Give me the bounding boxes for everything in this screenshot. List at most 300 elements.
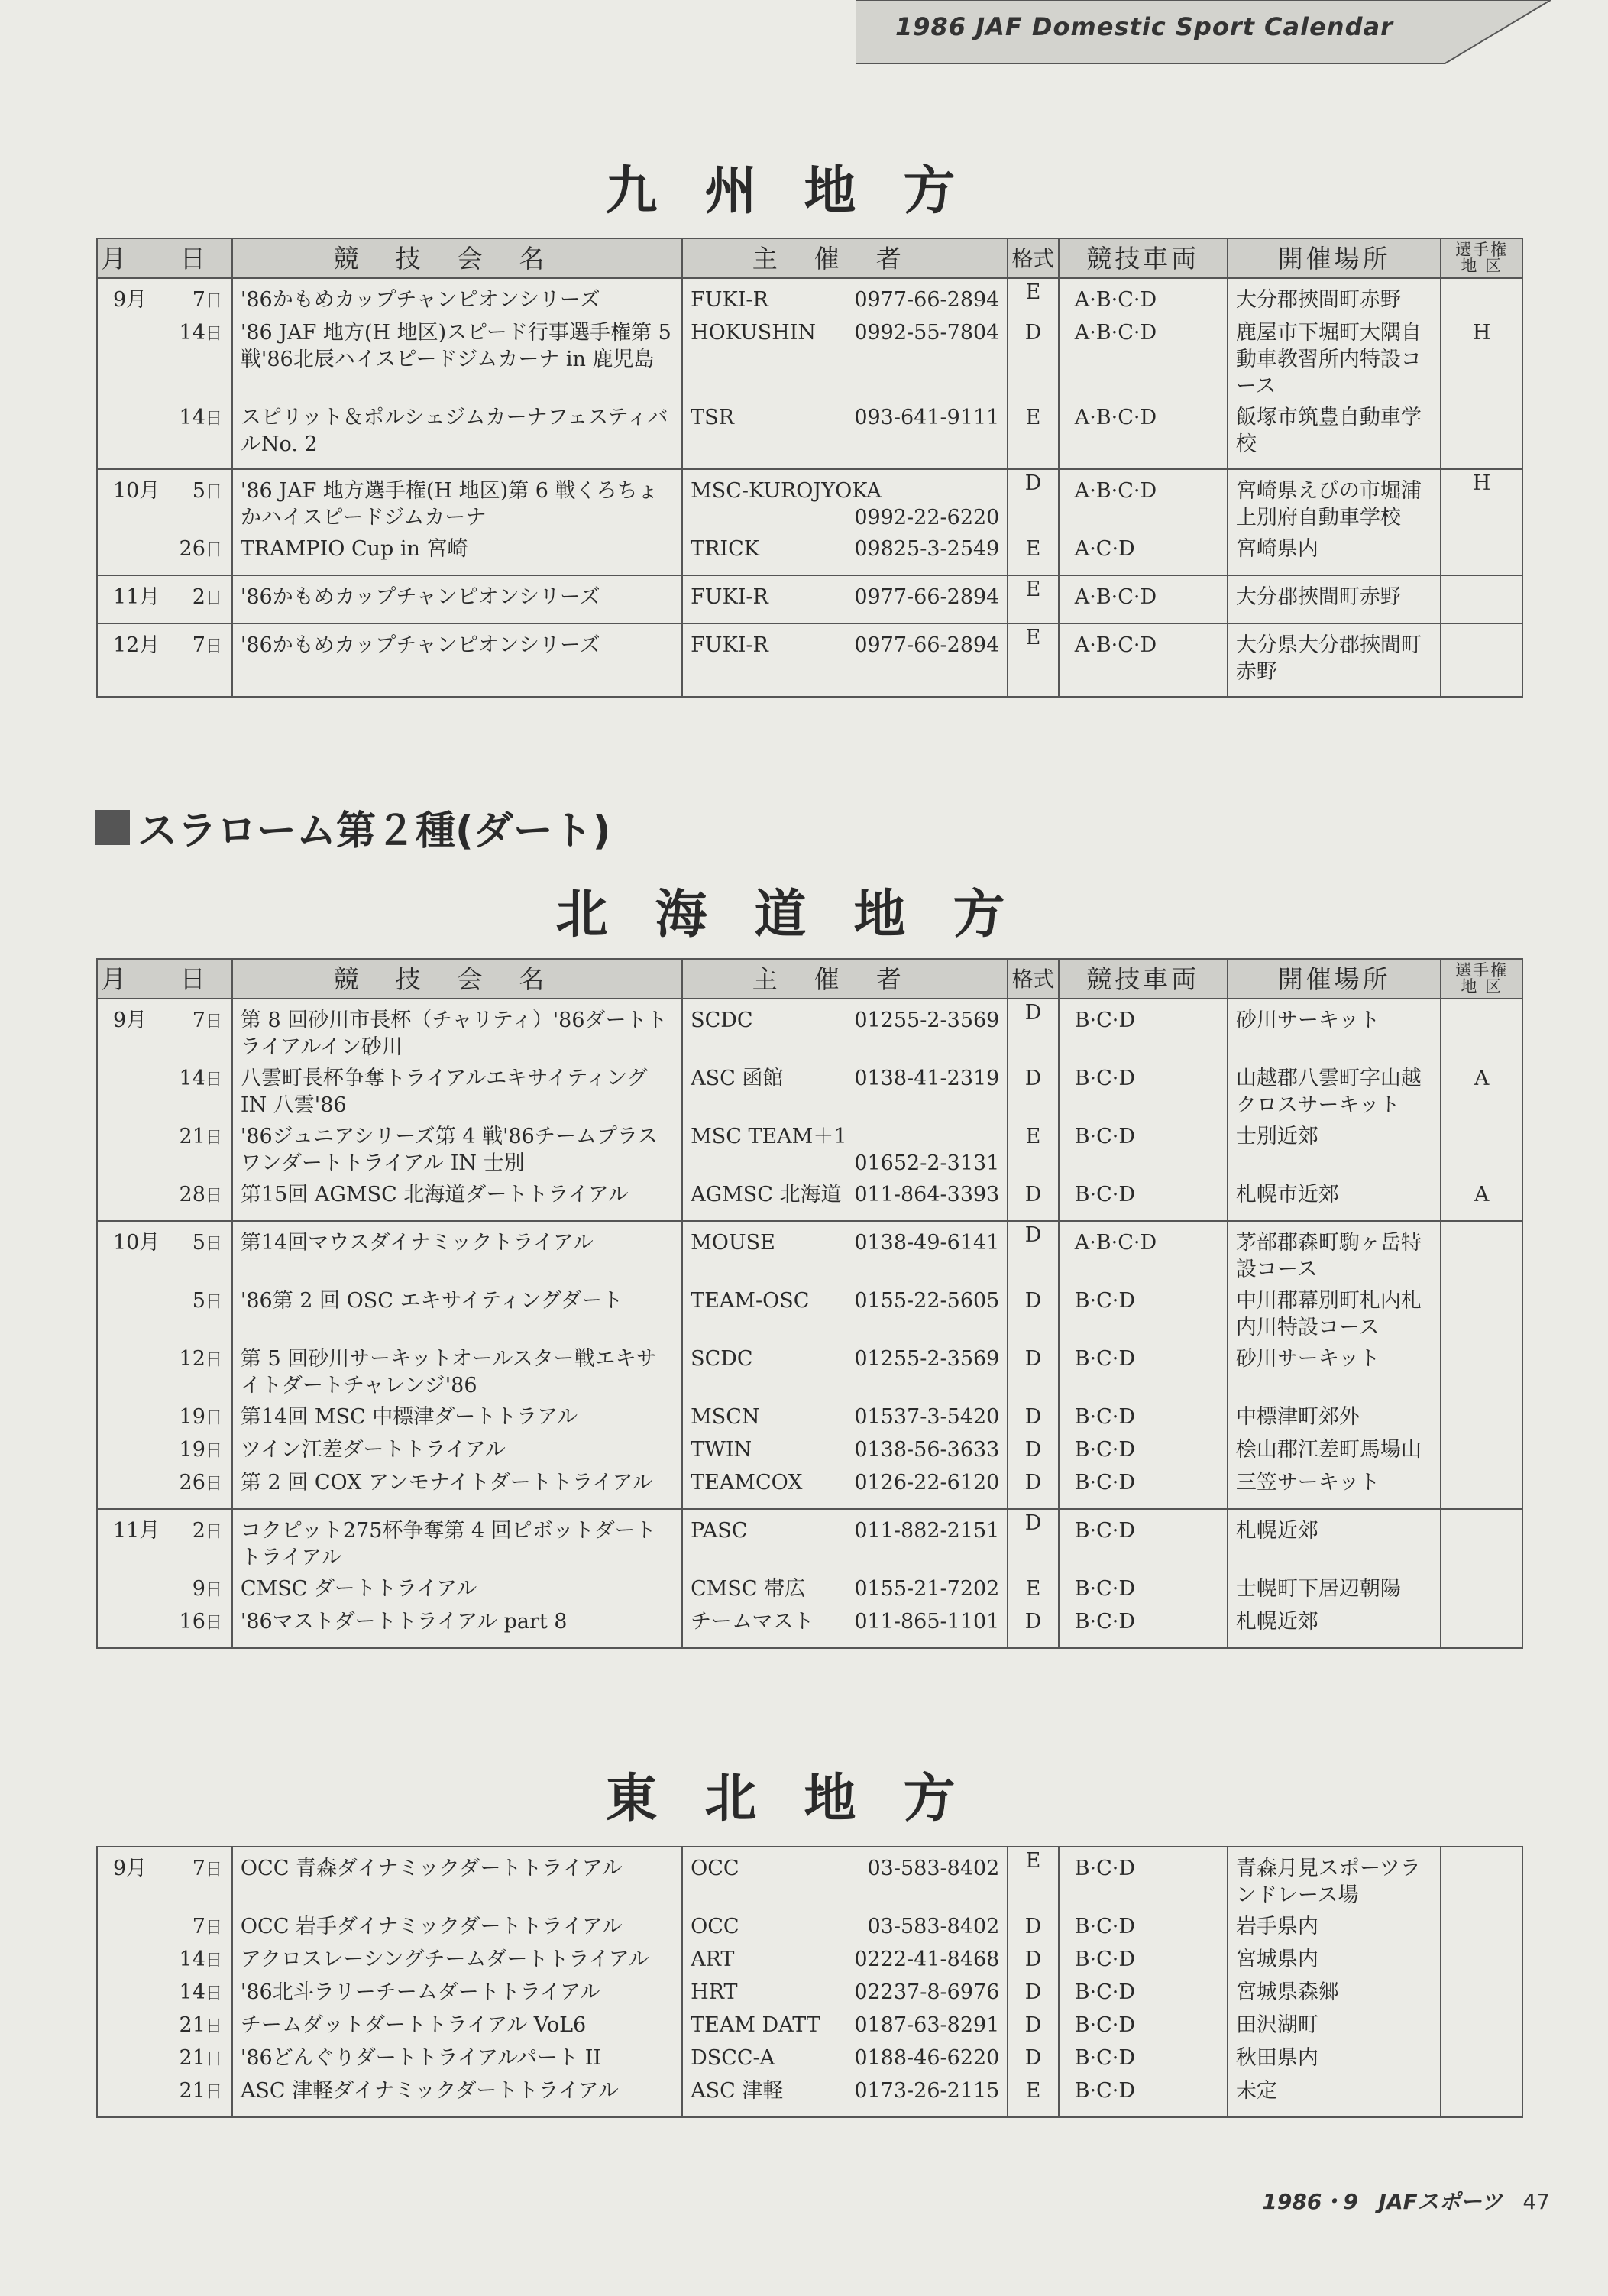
- organizer-name: TRICK: [691, 537, 759, 561]
- format-cell: D: [1008, 2012, 1058, 2045]
- organizer-phone: 09825-3-2549: [854, 537, 1000, 561]
- table-row: [97, 1181, 1522, 1221]
- organizer-phone: 0155-21-7202: [854, 1577, 1000, 1601]
- organizer-name: OCC: [691, 1915, 739, 1938]
- organizer-cell: [682, 1287, 1008, 1346]
- venue-cell: 士別近郊: [1228, 1123, 1441, 1181]
- cars-cell: A·B·C·D: [1059, 575, 1228, 623]
- organizer-name: HOKUSHIN: [691, 321, 817, 345]
- organizer-line: [691, 1517, 999, 1544]
- organizer-name: MSC TEAM＋1: [691, 1125, 847, 1148]
- organizer-name: AGMSC 北海道: [691, 1183, 842, 1206]
- organizer-name: HRT: [691, 1980, 738, 2004]
- organizer-line: [691, 1287, 999, 1314]
- organizer-name: MSCN: [691, 1405, 760, 1429]
- cars-cell: A·B·C·D: [1059, 404, 1228, 469]
- venue-cell: 大分郡挾間町赤野: [1228, 575, 1441, 623]
- event-name-cell: 第 8 回砂川市長杯（チャリティ）'86ダートトライアルイン砂川: [232, 999, 682, 1065]
- event-name-cell: '86かもめカップチャンピオンシリーズ: [232, 575, 682, 623]
- championship-cell: [1441, 2012, 1522, 2045]
- calendar-table-hokkaido: [96, 958, 1523, 1649]
- region-title-hokkaido: 北海道地方: [555, 885, 1053, 945]
- organizer-line: [691, 2012, 999, 2039]
- month-cell: 10月: [97, 469, 167, 536]
- venue-cell: 田沢湖町: [1228, 2012, 1441, 2045]
- venue-cell: 桧山郡江差町馬場山: [1228, 1436, 1441, 1469]
- event-name-cell: '86北斗ラリーチームダートトライアル: [232, 1979, 682, 2012]
- organizer-phone: 0187-63-8291: [854, 2013, 1000, 2037]
- day-cell: [167, 2077, 231, 2117]
- format-cell: D: [1008, 1469, 1058, 1509]
- table-row: [97, 2045, 1522, 2077]
- day-cell: [167, 575, 231, 623]
- cars-cell: B·C·D: [1059, 1436, 1228, 1469]
- day-number: 14: [179, 321, 205, 345]
- header-championship-line2: 地 区: [1461, 977, 1503, 996]
- organizer-cell: [682, 278, 1008, 319]
- organizer-phone: 011-865-1101: [854, 1610, 1000, 1634]
- format-cell: D: [1008, 1181, 1058, 1221]
- table-row: [97, 623, 1522, 697]
- month-cell: [97, 319, 167, 404]
- table-row: [97, 278, 1522, 319]
- cars-cell: B·C·D: [1059, 1404, 1228, 1436]
- venue-cell: 中川郡幕別町札内札内川特設コース: [1228, 1287, 1441, 1346]
- event-name-cell: '86かもめカップチャンピオンシリーズ: [232, 623, 682, 697]
- table-row: [97, 1287, 1522, 1346]
- table-row: [97, 1221, 1522, 1287]
- organizer-phone: 0977-66-2894: [854, 585, 1000, 609]
- championship-cell: [1441, 1346, 1522, 1404]
- organizer-phone: 0138-49-6141: [854, 1231, 1000, 1255]
- cars-cell: B·C·D: [1059, 1287, 1228, 1346]
- table-row: [97, 2077, 1522, 2117]
- organizer-phone: 01255-2-3569: [854, 1009, 1000, 1032]
- organizer-line: [691, 1469, 999, 1496]
- magazine-name: JAFスポーツ: [1378, 2189, 1503, 2214]
- table-row: [97, 319, 1522, 404]
- month-cell: 10月: [97, 1221, 167, 1287]
- month-cell: 9月: [97, 999, 167, 1065]
- organizer-cell: [682, 469, 1008, 536]
- venue-cell: 宮崎県えびの市堀浦上別府自動車学校: [1228, 469, 1441, 536]
- organizer-phone: 0138-41-2319: [854, 1067, 1000, 1090]
- championship-cell: [1441, 1123, 1522, 1181]
- region-title-tohoku: 東北地方: [605, 1769, 1003, 1829]
- championship-cell: H: [1441, 319, 1522, 404]
- day-cell: [167, 1575, 231, 1608]
- organizer-cell: [682, 1979, 1008, 2012]
- day-cell: [167, 1436, 231, 1469]
- table-row: [97, 1346, 1522, 1404]
- cars-cell: B·C·D: [1059, 1575, 1228, 1608]
- day-suffix: 日: [205, 2017, 222, 2036]
- event-name-cell: 八雲町長杯争奪トライアルエキサイティング IN 八雲'86: [232, 1065, 682, 1123]
- page-number: 47: [1522, 2189, 1550, 2214]
- organizer-phone: 0155-22-5605: [854, 1289, 1000, 1313]
- venue-cell: 秋田県内: [1228, 2045, 1441, 2077]
- organizer-cell: [682, 1946, 1008, 1979]
- organizer-cell: [682, 1575, 1008, 1608]
- day-number: 2: [192, 1519, 205, 1543]
- championship-cell: [1441, 278, 1522, 319]
- table-row: [97, 1065, 1522, 1123]
- organizer-name: TEAMCOX: [691, 1471, 803, 1495]
- month-group: [97, 1847, 1522, 2117]
- month-cell: [97, 1404, 167, 1436]
- organizer-name: MOUSE: [691, 1231, 775, 1255]
- organizer-cell: [682, 1404, 1008, 1436]
- organizer-name: FUKI-R: [691, 288, 768, 312]
- championship-cell: H: [1441, 469, 1522, 536]
- cars-cell: A·B·C·D: [1059, 469, 1228, 536]
- cars-cell: A·B·C·D: [1059, 623, 1228, 697]
- table-row: [97, 1946, 1522, 1979]
- month-cell: [97, 1065, 167, 1123]
- day-suffix: 日: [205, 1919, 222, 1938]
- format-cell: E: [1008, 575, 1058, 623]
- table-row: [97, 1913, 1522, 1946]
- organizer-cell: [682, 1913, 1008, 1946]
- organizer-cell: [682, 1181, 1008, 1221]
- table-row: [97, 469, 1522, 536]
- day-number: 12: [179, 1347, 205, 1371]
- organizer-line: [691, 319, 999, 346]
- organizer-cell: [682, 404, 1008, 469]
- cars-cell: B·C·D: [1059, 1469, 1228, 1509]
- event-name-cell: 第14回 MSC 中標津ダートトラアル: [232, 1404, 682, 1436]
- organizer-name: CMSC 帯広: [691, 1577, 806, 1601]
- month-group: [97, 575, 1522, 623]
- organizer-phone: 03-583-8402: [867, 1857, 1000, 1880]
- venue-cell: 札幌近郊: [1228, 1608, 1441, 1648]
- organizer-cell: [682, 1123, 1008, 1181]
- format-cell: D: [1008, 1608, 1058, 1648]
- day-suffix: 日: [205, 2050, 222, 2069]
- cars-cell: B·C·D: [1059, 2077, 1228, 2117]
- month-cell: [97, 1123, 167, 1181]
- organizer-line: [691, 287, 999, 313]
- championship-cell: [1441, 2077, 1522, 2117]
- event-name-cell: '86 JAF 地方選手権(H 地区)第 6 戦くろちょかハイスピードジムカーナ: [232, 469, 682, 536]
- venue-cell: 札幌近郊: [1228, 1509, 1441, 1575]
- day-cell: [167, 1608, 231, 1648]
- event-name-cell: 第 5 回砂川サーキットオールスター戦エキサイトダートチャレンジ'86: [232, 1346, 682, 1404]
- organizer-phone: 0222-41-8468: [854, 1948, 1000, 1971]
- day-suffix: 日: [205, 1984, 222, 2003]
- calendar-table-kyushu: [96, 238, 1523, 698]
- cars-cell: B·C·D: [1059, 1123, 1228, 1181]
- day-cell: [167, 1404, 231, 1436]
- table-row: [97, 1608, 1522, 1648]
- day-cell: [167, 404, 231, 469]
- region-title-kyushu: 九州地方: [605, 161, 1003, 222]
- header-month-day: 月 日: [97, 238, 232, 278]
- organizer-phone: 01255-2-3569: [854, 1347, 1000, 1371]
- cars-cell: B·C·D: [1059, 1979, 1228, 2012]
- venue-cell: 大分郡挾間町赤野: [1228, 278, 1441, 319]
- organizer-name: MSC-KUROJYOKA: [691, 479, 882, 503]
- month-cell: 11月: [97, 575, 167, 623]
- day-suffix: 日: [205, 1475, 222, 1494]
- organizer-line: [691, 1229, 999, 1256]
- table-row: [97, 999, 1522, 1065]
- header-venue: 開催場所: [1228, 238, 1441, 278]
- organizer-cell: [682, 1608, 1008, 1648]
- organizer-cell: [682, 1847, 1008, 1913]
- cars-cell: B·C·D: [1059, 1509, 1228, 1575]
- cars-cell: B·C·D: [1059, 1913, 1228, 1946]
- organizer-cell: [682, 1065, 1008, 1123]
- event-name-cell: コクピット275杯争奪第 4 回ピボットダートトライアル: [232, 1509, 682, 1575]
- venue-cell: 大分県大分郡挾間町赤野: [1228, 623, 1441, 697]
- day-suffix: 日: [205, 325, 222, 344]
- header-championship-line1: 選手権: [1455, 961, 1509, 980]
- organizer-cell: [682, 1469, 1008, 1509]
- header-format: 格式: [1008, 959, 1058, 999]
- table-row: [97, 536, 1522, 575]
- month-cell: [97, 2012, 167, 2045]
- table-row: [97, 404, 1522, 469]
- championship-cell: [1441, 1575, 1522, 1608]
- organizer-phone: 01652-2-3131: [854, 1151, 1000, 1175]
- format-cell: D: [1008, 2045, 1058, 2077]
- organizer-phone: 0992-22-6220: [854, 506, 1000, 529]
- organizer-phone: 0992-55-7804: [854, 321, 1000, 345]
- organizer-cell: [682, 319, 1008, 404]
- month-cell: [97, 1946, 167, 1979]
- organizer-line: [691, 584, 999, 610]
- organizer-cell: [682, 623, 1008, 697]
- day-cell: [167, 319, 231, 404]
- month-group: [97, 469, 1522, 575]
- event-name-cell: スピリット＆ポルシェジムカーナフェスティバルNo. 2: [232, 404, 682, 469]
- organizer-line: [691, 1404, 999, 1430]
- header-organizer: 主催者: [682, 959, 1008, 999]
- month-cell: [97, 1346, 167, 1404]
- month-cell: [97, 1181, 167, 1221]
- day-number: 7: [192, 288, 205, 312]
- day-suffix: 日: [205, 1351, 222, 1370]
- venue-cell: 宮城県森郷: [1228, 1979, 1441, 2012]
- table-row: [97, 1509, 1522, 1575]
- format-cell: D: [1008, 1404, 1058, 1436]
- format-cell: D: [1008, 319, 1058, 404]
- category-title: スラローム第２種(ダート): [138, 808, 611, 854]
- day-suffix: 日: [205, 292, 222, 311]
- table-row: [97, 1469, 1522, 1509]
- organizer-name: TSR: [691, 406, 734, 429]
- format-cell: E: [1008, 1123, 1058, 1181]
- organizer-name: チームマスト: [691, 1610, 814, 1634]
- organizer-phone: 03-583-8402: [867, 1915, 1000, 1938]
- day-number: 2: [192, 585, 205, 609]
- day-number: 7: [192, 1857, 205, 1880]
- championship-cell: [1441, 1469, 1522, 1509]
- day-number: 14: [179, 1067, 205, 1090]
- day-suffix: 日: [205, 2083, 222, 2102]
- venue-cell: 砂川サーキット: [1228, 1346, 1441, 1404]
- day-cell: [167, 1065, 231, 1123]
- month-cell: [97, 404, 167, 469]
- day-suffix: 日: [205, 1293, 222, 1312]
- event-name-cell: TRAMPIO Cup in 宮崎: [232, 536, 682, 575]
- day-number: 7: [192, 633, 205, 657]
- format-cell: D: [1008, 1979, 1058, 2012]
- day-number: 14: [179, 1980, 205, 2004]
- event-name-cell: '86 JAF 地方(H 地区)スピード行事選手権第 5 戦'86北辰ハイスピードジムカーナ in 鹿児島: [232, 319, 682, 404]
- day-number: 16: [179, 1610, 205, 1634]
- month-cell: [97, 536, 167, 575]
- championship-cell: [1441, 1287, 1522, 1346]
- month-cell: [97, 2045, 167, 2077]
- month-cell: [97, 1913, 167, 1946]
- organizer-name: OCC: [691, 1857, 739, 1880]
- organizer-line: [691, 1346, 999, 1372]
- day-suffix: 日: [205, 637, 222, 656]
- organizer-line: [691, 1913, 999, 1940]
- day-suffix: 日: [205, 541, 222, 560]
- month-cell: 9月: [97, 278, 167, 319]
- day-suffix: 日: [205, 1012, 222, 1031]
- venue-cell: 茅部郡森町駒ヶ岳特設コース: [1228, 1221, 1441, 1287]
- organizer-line: [691, 1608, 999, 1635]
- championship-cell: [1441, 1509, 1522, 1575]
- format-cell: D: [1008, 1946, 1058, 1979]
- event-name-cell: '86ジュニアシリーズ第 4 戦'86チームプラスワンダートトライアル IN 士別: [232, 1123, 682, 1181]
- header-championship-line1: 選手権: [1455, 241, 1509, 259]
- calendar-table-tohoku: [96, 1846, 1523, 2118]
- organizer-name: DSCC-A: [691, 2046, 775, 2070]
- day-suffix: 日: [205, 483, 222, 502]
- championship-cell: [1441, 575, 1522, 623]
- venue-cell: 士幌町下居辺朝陽: [1228, 1575, 1441, 1608]
- table-row: [97, 1847, 1522, 1913]
- day-number: 5: [192, 1289, 205, 1313]
- day-cell: [167, 1979, 231, 2012]
- month-cell: [97, 1608, 167, 1648]
- day-number: 26: [179, 537, 205, 561]
- event-name-cell: アクロスレーシングチームダートトライアル: [232, 1946, 682, 1979]
- page-footer: [1262, 2185, 1550, 2216]
- day-number: 9: [192, 1577, 205, 1601]
- championship-cell: [1441, 536, 1522, 575]
- table-row: [97, 1979, 1522, 2012]
- format-cell: E: [1008, 2077, 1058, 2117]
- table-row: [97, 2012, 1522, 2045]
- month-group: [97, 623, 1522, 697]
- day-cell: [167, 536, 231, 575]
- organizer-line: [691, 536, 999, 562]
- day-number: 14: [179, 1948, 205, 1971]
- venue-cell: 鹿屋市下堀町大隅自動車教習所内特設コース: [1228, 319, 1441, 404]
- championship-cell: [1441, 999, 1522, 1065]
- day-cell: [167, 1913, 231, 1946]
- day-cell: [167, 469, 231, 536]
- championship-cell: [1441, 404, 1522, 469]
- month-group: [97, 1221, 1522, 1509]
- organizer-line: [691, 404, 999, 431]
- header-tab: [856, 0, 1551, 64]
- organizer-phone: 011-864-3393: [854, 1183, 1000, 1206]
- header-championship: [1441, 238, 1522, 278]
- calendar-title: 1986 JAF Domestic Sport Calendar: [895, 12, 1393, 41]
- championship-cell: [1441, 1946, 1522, 1979]
- table-row: [97, 1436, 1522, 1469]
- organizer-line: [691, 1181, 999, 1208]
- month-group: [97, 999, 1522, 1221]
- event-name-cell: CMSC ダートトライアル: [232, 1575, 682, 1608]
- venue-cell: 宮崎県内: [1228, 536, 1441, 575]
- organizer-name: ASC 函館: [691, 1067, 784, 1090]
- table-row: [97, 1404, 1522, 1436]
- day-cell: [167, 2012, 231, 2045]
- day-cell: [167, 999, 231, 1065]
- organizer-line: [691, 1855, 999, 1882]
- organizer-line: [691, 1065, 999, 1092]
- format-cell: D: [1008, 469, 1058, 536]
- championship-cell: A: [1441, 1065, 1522, 1123]
- day-cell: [167, 1346, 231, 1404]
- day-suffix: 日: [205, 410, 222, 429]
- organizer-phone: 0977-66-2894: [854, 288, 1000, 312]
- championship-cell: [1441, 623, 1522, 697]
- day-cell: [167, 1946, 231, 1979]
- day-number: 21: [179, 2046, 205, 2070]
- organizer-cell: [682, 2012, 1008, 2045]
- organizer-phone: 0188-46-6220: [854, 2046, 1000, 2070]
- day-number: 21: [179, 2013, 205, 2037]
- day-number: 7: [192, 1009, 205, 1032]
- organizer-cell: [682, 1436, 1008, 1469]
- championship-cell: [1441, 1913, 1522, 1946]
- day-suffix: 日: [205, 1235, 222, 1254]
- organizer-cell: [682, 999, 1008, 1065]
- venue-cell: 未定: [1228, 2077, 1441, 2117]
- venue-cell: 砂川サーキット: [1228, 999, 1441, 1065]
- organizer-name: TWIN: [691, 1438, 752, 1462]
- day-number: 7: [192, 1915, 205, 1938]
- championship-cell: [1441, 1608, 1522, 1648]
- format-cell: E: [1008, 1847, 1058, 1913]
- cars-cell: B·C·D: [1059, 2012, 1228, 2045]
- table-row: [97, 575, 1522, 623]
- header-cars: 競技車両: [1059, 959, 1228, 999]
- format-cell: D: [1008, 1221, 1058, 1287]
- venue-cell: 岩手県内: [1228, 1913, 1441, 1946]
- table-row: [97, 1575, 1522, 1608]
- venue-cell: 山越郡八雲町字山越クロスサーキット: [1228, 1065, 1441, 1123]
- month-group: [97, 278, 1522, 469]
- day-suffix: 日: [205, 1860, 222, 1880]
- day-number: 28: [179, 1183, 205, 1206]
- month-cell: [97, 1979, 167, 2012]
- cars-cell: B·C·D: [1059, 1346, 1228, 1404]
- organizer-name: ASC 津軽: [691, 2079, 784, 2103]
- organizer-line: [691, 1575, 999, 1602]
- organizer-cell: [682, 2045, 1008, 2077]
- format-cell: E: [1008, 623, 1058, 697]
- cars-cell: B·C·D: [1059, 2045, 1228, 2077]
- event-name-cell: 第15回 AGMSC 北海道ダートトライアル: [232, 1181, 682, 1221]
- venue-cell: 飯塚市筑豊自動車学校: [1228, 404, 1441, 469]
- organizer-line: [691, 1979, 999, 2006]
- championship-cell: [1441, 1404, 1522, 1436]
- day-cell: [167, 1469, 231, 1509]
- cars-cell: B·C·D: [1059, 1608, 1228, 1648]
- day-suffix: 日: [205, 1129, 222, 1148]
- day-suffix: 日: [205, 1614, 222, 1633]
